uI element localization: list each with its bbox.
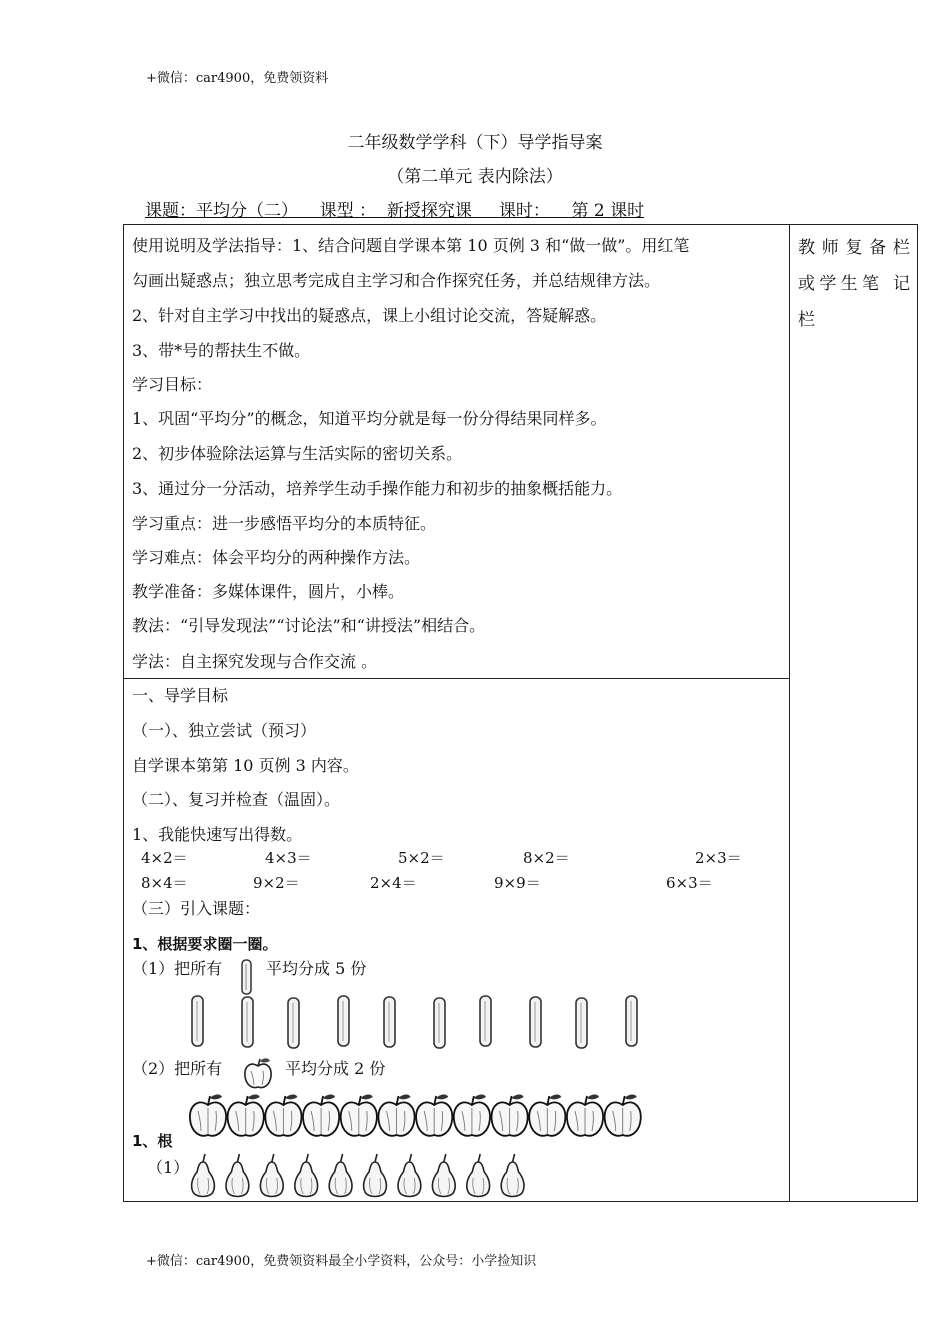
subsection-3: （三）引入课题： — [132, 899, 261, 918]
instructions-line3: 2、针对自主学习中找出的疑惑点，课上小组讨论交流，答疑解惑。 — [132, 306, 607, 325]
goal-3: 3、通过分一分活动，培养学生动手操作能力和初步的抽象概括能力。 — [132, 479, 623, 498]
apple-icon — [529, 1095, 565, 1136]
stick-icon — [384, 997, 395, 1047]
stick-icon — [288, 998, 299, 1048]
equation: 4×2＝ — [141, 849, 188, 867]
subsection-2: （二）、复习并检查（温固）。 — [132, 790, 341, 809]
instructions-line4: 3、带*号的帮扶生不做。 — [132, 341, 311, 360]
apple-icon — [605, 1095, 641, 1136]
stick-icon — [434, 998, 445, 1048]
task1-prefix: （1）把所有 — [132, 959, 223, 978]
stick-icon — [242, 997, 253, 1047]
preparation: 教学准备：多媒体课件，圆片，小棒。 — [132, 582, 405, 601]
stick-icon — [576, 998, 587, 1048]
equation: 4×3＝ — [265, 849, 312, 867]
cut-heading: 1、根 — [132, 1132, 173, 1150]
unit-subtitle: （第二单元 表内除法） — [387, 167, 563, 187]
apple-icon — [492, 1095, 528, 1136]
equation: 6×3＝ — [666, 874, 713, 892]
goal-1: 1、巩固“平均分”的概念，知道平均分就是每一份分得结果同样多。 — [132, 409, 607, 428]
footer-watermark: +微信：car4900，免费领资料最全小学资料，公众号：小学捡知识 — [146, 1254, 537, 1269]
stick-icon — [626, 996, 637, 1046]
pear-icon — [467, 1154, 490, 1197]
equation: 2×3＝ — [695, 849, 742, 867]
equation: 9×2＝ — [253, 874, 300, 892]
teaching-method: 教法：“引导发现法”“讨论法”和“讲授法”相结合。 — [132, 616, 486, 635]
apple-icon — [190, 1095, 226, 1136]
apple-icon — [567, 1095, 603, 1136]
row-divider — [123, 678, 790, 679]
apple-icon — [378, 1095, 414, 1136]
goals-heading: 学习目标： — [132, 375, 213, 394]
header-watermark: +微信：car4900，免费领资料 — [146, 71, 329, 86]
equation: 9×9＝ — [494, 874, 541, 892]
apple-icon — [341, 1095, 377, 1136]
notes-label-line3: 栏 — [798, 310, 817, 330]
task-heading: 1、根据要求圈一圈。 — [132, 935, 278, 953]
question-1: 1、我能快速写出得数。 — [132, 825, 303, 844]
pear-icon — [329, 1154, 352, 1197]
pear-icon — [260, 1154, 283, 1197]
key-point: 学习重点：进一步感悟平均分的本质特征。 — [132, 514, 437, 533]
subsection-1-text: 自学课本第第 10 页例 3 内容。 — [132, 756, 359, 775]
task2-suffix: 平均分成 2 份 — [285, 1059, 386, 1078]
stick-icon — [338, 996, 349, 1046]
task2-prefix: （2）把所有 — [132, 1059, 223, 1078]
task1-suffix: 平均分成 5 份 — [266, 959, 367, 978]
cut-line: （1） — [147, 1158, 190, 1177]
instructions-line1: 使用说明及学法指导：1、结合问题自学课本第 10 页例 3 和“做一做”。用红笔 — [132, 236, 690, 255]
lesson-info: 课题：平均分（二） 课型 ： 新授探究课 课时： 第 2 课时 — [145, 201, 645, 221]
apple-icon — [454, 1095, 490, 1136]
subsection-1: （一）、独立尝试（预习） — [132, 721, 317, 740]
pear-icon — [501, 1154, 524, 1197]
apple-icon — [265, 1095, 301, 1136]
apple-icon — [303, 1095, 339, 1136]
learning-method: 学法：自主探究发现与合作交流 。 — [132, 652, 378, 671]
sticks-row — [186, 990, 656, 1052]
stick-icon — [530, 997, 541, 1047]
section-heading: 一、导学目标 — [132, 686, 229, 705]
stick-icon — [480, 996, 491, 1046]
notes-label-line2: 或学生笔 记 — [798, 274, 912, 294]
apple-icon — [228, 1095, 264, 1136]
instructions-line2: 勾画出疑惑点；独立思考完成自主学习和合作探究任务，并总结规律方法。 — [132, 271, 661, 290]
apple-icon — [242, 1057, 274, 1091]
stick-icon — [192, 996, 203, 1046]
pear-icon — [398, 1154, 421, 1197]
pear-icon — [192, 1154, 215, 1197]
column-divider — [789, 224, 790, 1202]
equation: 5×2＝ — [398, 849, 445, 867]
pears-row — [186, 1150, 526, 1200]
equation: 2×4＝ — [370, 874, 417, 892]
apples-row — [186, 1090, 650, 1146]
document-title: 二年级数学学科（下）导学指导案 — [347, 133, 603, 153]
pear-icon — [432, 1154, 455, 1197]
guide-table — [123, 224, 918, 1202]
notes-column-label — [798, 230, 912, 338]
goal-2: 2、初步体验除法运算与生活实际的密切关系。 — [132, 444, 463, 463]
equation: 8×2＝ — [523, 849, 570, 867]
pear-icon — [295, 1154, 318, 1197]
apple-icon — [416, 1095, 452, 1136]
pear-icon — [226, 1154, 249, 1197]
difficulty: 学习难点：体会平均分的两种操作方法。 — [132, 548, 421, 567]
notes-label-line1: 教师复备栏 — [798, 238, 912, 258]
pear-icon — [364, 1154, 387, 1197]
equation: 8×4＝ — [141, 874, 188, 892]
